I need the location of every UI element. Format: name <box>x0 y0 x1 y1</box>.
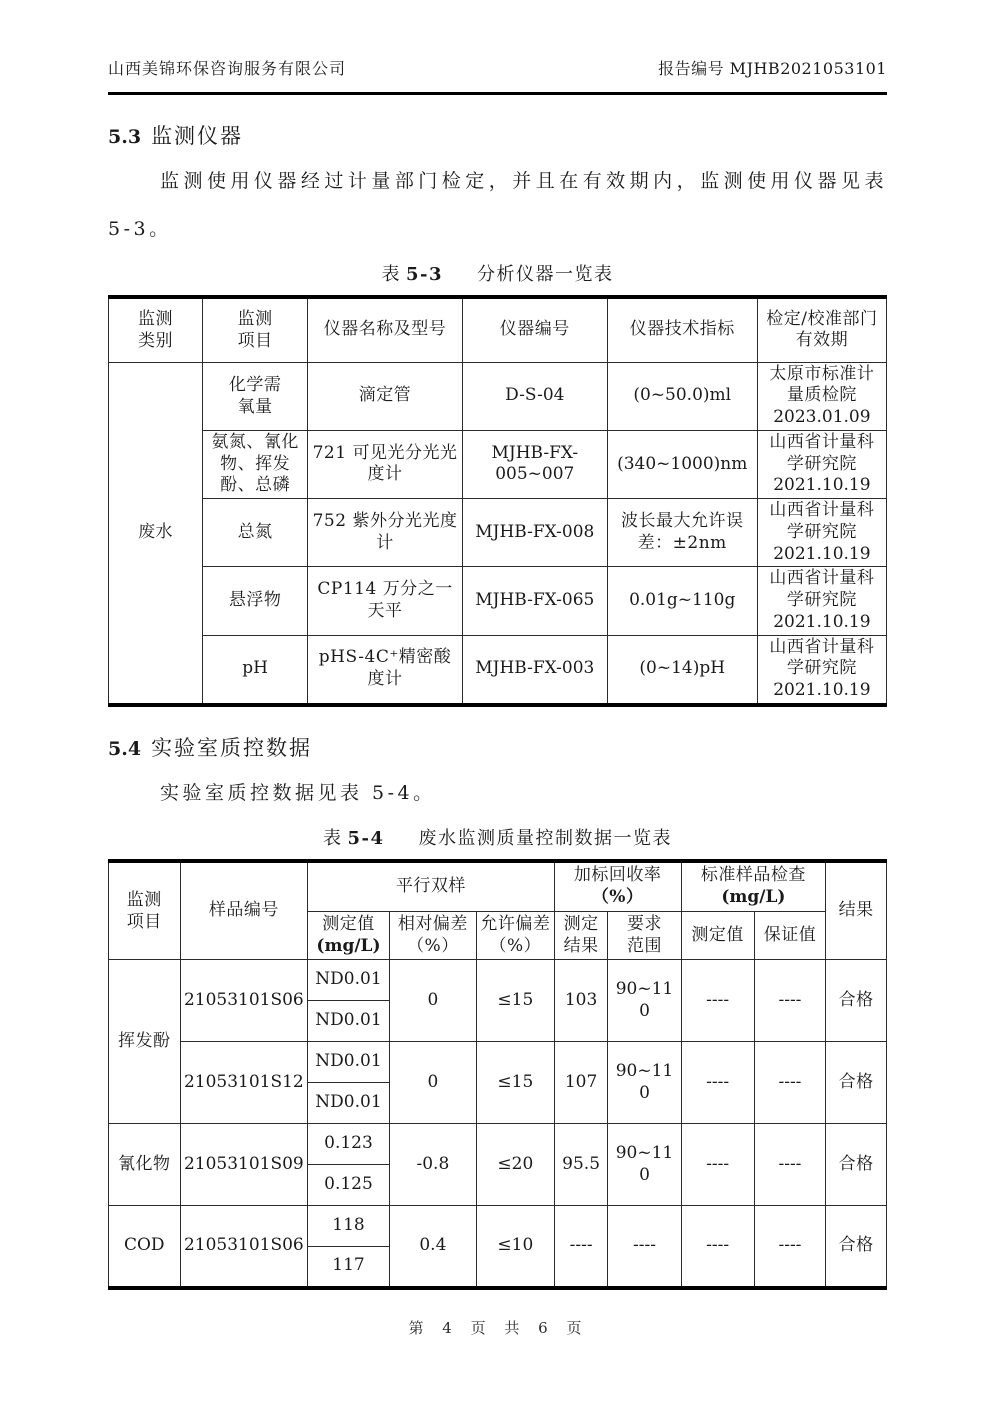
group-header-parallel: 平行双样 <box>308 861 555 912</box>
std-guaranteed-cell: ---- <box>754 1042 826 1124</box>
item-cell: 化学需氧量 <box>203 362 308 430</box>
caption-number: 5-3 <box>405 264 444 285</box>
section-5-4-paragraph: 实验室质控数据见表 5-4。 <box>160 781 436 804</box>
std-guaranteed-cell: ---- <box>754 1124 826 1206</box>
allow-dev-cell: ≤15 <box>476 960 554 1042</box>
caption-label: 表 <box>322 827 343 849</box>
col-header-cert: 检定/校准部门有效期 <box>757 297 886 362</box>
table-row <box>109 1124 887 1165</box>
table-header-row-1 <box>109 861 887 912</box>
item-cell: 氰化物 <box>109 1124 181 1206</box>
std-guaranteed-cell: ---- <box>754 960 826 1042</box>
table-5-4-caption <box>108 824 887 850</box>
table-row <box>109 635 887 705</box>
spike-result-cell: 95.5 <box>554 1124 608 1206</box>
rel-dev-cell: 0.4 <box>389 1206 476 1288</box>
table-row <box>109 499 887 567</box>
code-cell: MJHB-FX-003 <box>462 635 607 705</box>
code-cell: D-S-04 <box>462 362 607 430</box>
spec-cell: (0~14)pH <box>607 635 757 705</box>
sample-id-cell: 21053101S06 <box>180 960 308 1042</box>
table-row <box>109 430 887 498</box>
std-guaranteed-cell: ---- <box>754 1206 826 1288</box>
table-row <box>109 1042 887 1083</box>
result-cell: 合格 <box>826 1042 887 1124</box>
spike-result-cell: 103 <box>554 960 608 1042</box>
col-header-sample: 样品编号 <box>180 861 308 960</box>
report-number: 报告编号 MJHB2021053101 <box>658 59 887 78</box>
section-number: 5.4 <box>108 737 142 760</box>
spec-cell: (340~1000)nm <box>607 430 757 498</box>
instrument-cell: 721 可见光分光光度计 <box>308 430 463 498</box>
instruments-table <box>108 295 887 707</box>
measured-value-1: 118 <box>308 1206 390 1247</box>
spec-cell: 波长最大允许误差：±2nm <box>607 499 757 567</box>
col-header-measured: 测定值 (mg/L) <box>308 912 390 960</box>
cert-cell: 太原市标准计量质检院 2023.01.09 <box>757 362 886 430</box>
item-cell: 挥发酚 <box>109 960 181 1124</box>
caption-number: 5-4 <box>347 827 385 849</box>
measured-value-2: 0.125 <box>308 1165 390 1206</box>
item-cell: COD <box>109 1206 181 1288</box>
rel-dev-cell: 0 <box>389 960 476 1042</box>
instrument-cell: 752 紫外分光光度计 <box>308 499 463 567</box>
result-cell: 合格 <box>826 1124 887 1206</box>
qc-data-table <box>108 859 887 1290</box>
std-measured-cell: ---- <box>681 1206 754 1288</box>
section-number: 5.3 <box>108 126 142 148</box>
cert-cell: 山西省计量科学研究院 2021.10.19 <box>757 499 886 567</box>
allow-dev-cell: ≤10 <box>476 1206 554 1288</box>
cert-cell: 山西省计量科学研究院 2021.10.19 <box>757 635 886 705</box>
item-cell: 悬浮物 <box>203 567 308 635</box>
category-cell: 废水 <box>109 362 203 705</box>
instrument-cell: pHS-4C⁺精密酸度计 <box>308 635 463 705</box>
section-title: 监测仪器 <box>151 124 244 148</box>
allow-dev-cell: ≤15 <box>476 1042 554 1124</box>
item-cell: 总氮 <box>203 499 308 567</box>
result-cell: 合格 <box>826 1206 887 1288</box>
section-5-3-paragraph: 监测使用仪器经过计量部门检定，并且在有效期内，监测使用仪器见表 5-3。 <box>108 170 887 240</box>
spike-range-cell: 90~110 <box>608 1124 681 1206</box>
spec-cell: (0~50.0)ml <box>607 362 757 430</box>
measured-value-1: ND0.01 <box>308 1042 390 1083</box>
col-header-allow-dev: 允许偏差（%） <box>476 912 554 960</box>
col-header-spec: 仪器技术指标 <box>607 297 757 362</box>
allow-dev-cell: ≤20 <box>476 1124 554 1206</box>
measured-value-2: ND0.01 <box>308 1083 390 1124</box>
company-name: 山西美锦环保咨询服务有限公司 <box>108 59 347 78</box>
cert-cell: 山西省计量科学研究院 2021.10.19 <box>757 567 886 635</box>
table-row <box>109 362 887 430</box>
item-cell: pH <box>203 635 308 705</box>
spec-cell: 0.01g~110g <box>607 567 757 635</box>
group-header-spike: 加标回收率 （%） <box>554 861 681 912</box>
instrument-cell: CP114 万分之一天平 <box>308 567 463 635</box>
std-measured-cell: ---- <box>681 960 754 1042</box>
item-cell: 氨氮、氰化物、挥发酚、总磷 <box>203 430 308 498</box>
std-measured-cell: ---- <box>681 1124 754 1206</box>
measured-value-1: 0.123 <box>308 1124 390 1165</box>
sample-id-cell: 21053101S09 <box>180 1124 308 1206</box>
col-header-item: 监测项目 <box>203 297 308 362</box>
caption-label: 表 <box>381 264 401 285</box>
group-header-standard: 标准样品检查 (mg/L) <box>681 861 826 912</box>
sample-id-cell: 21053101S12 <box>180 1042 308 1124</box>
caption-title: 废水监测质量控制数据一览表 <box>418 827 673 849</box>
col-header-category: 监测类别 <box>109 297 203 362</box>
spike-result-cell: ---- <box>554 1206 608 1288</box>
instrument-cell: 滴定管 <box>308 362 463 430</box>
table-5-3-caption <box>108 260 887 286</box>
measured-value-1: ND0.01 <box>308 960 390 1001</box>
section-5-4-heading <box>108 732 887 762</box>
table-header-row <box>109 297 887 362</box>
code-cell: MJHB-FX-008 <box>462 499 607 567</box>
cert-cell: 山西省计量科学研究院 2021.10.19 <box>757 430 886 498</box>
col-header-rel-dev: 相对偏差（%） <box>389 912 476 960</box>
rel-dev-cell: 0 <box>389 1042 476 1124</box>
col-header-item: 监测项目 <box>109 861 181 960</box>
page-header <box>108 56 887 95</box>
col-header-spike-result: 测定结果 <box>554 912 608 960</box>
section-title: 实验室质控数据 <box>151 735 313 760</box>
measured-value-2: ND0.01 <box>308 1001 390 1042</box>
table-row <box>109 1206 887 1247</box>
std-measured-cell: ---- <box>681 1042 754 1124</box>
spike-range-cell: 90~110 <box>608 1042 681 1124</box>
col-header-result: 结果 <box>826 861 887 960</box>
rel-dev-cell: -0.8 <box>389 1124 476 1206</box>
section-5-3-heading <box>108 120 887 150</box>
code-cell: MJHB-FX-005~007 <box>462 430 607 498</box>
spike-range-cell: 90~110 <box>608 960 681 1042</box>
page-footer: 第 4 页 共 6 页 <box>408 1318 587 1337</box>
col-header-code: 仪器编号 <box>462 297 607 362</box>
measured-value-2: 117 <box>308 1247 390 1288</box>
table-row <box>109 567 887 635</box>
spike-result-cell: 107 <box>554 1042 608 1124</box>
result-cell: 合格 <box>826 960 887 1042</box>
col-header-std-guaranteed: 保证值 <box>754 912 826 960</box>
spike-range-cell: ---- <box>608 1206 681 1288</box>
table-row <box>109 960 887 1001</box>
col-header-std-measured: 测定值 <box>681 912 754 960</box>
col-header-name: 仪器名称及型号 <box>308 297 463 362</box>
col-header-spike-range: 要求范围 <box>608 912 681 960</box>
sample-id-cell: 21053101S06 <box>180 1206 308 1288</box>
code-cell: MJHB-FX-065 <box>462 567 607 635</box>
caption-title: 分析仪器一览表 <box>477 264 614 285</box>
